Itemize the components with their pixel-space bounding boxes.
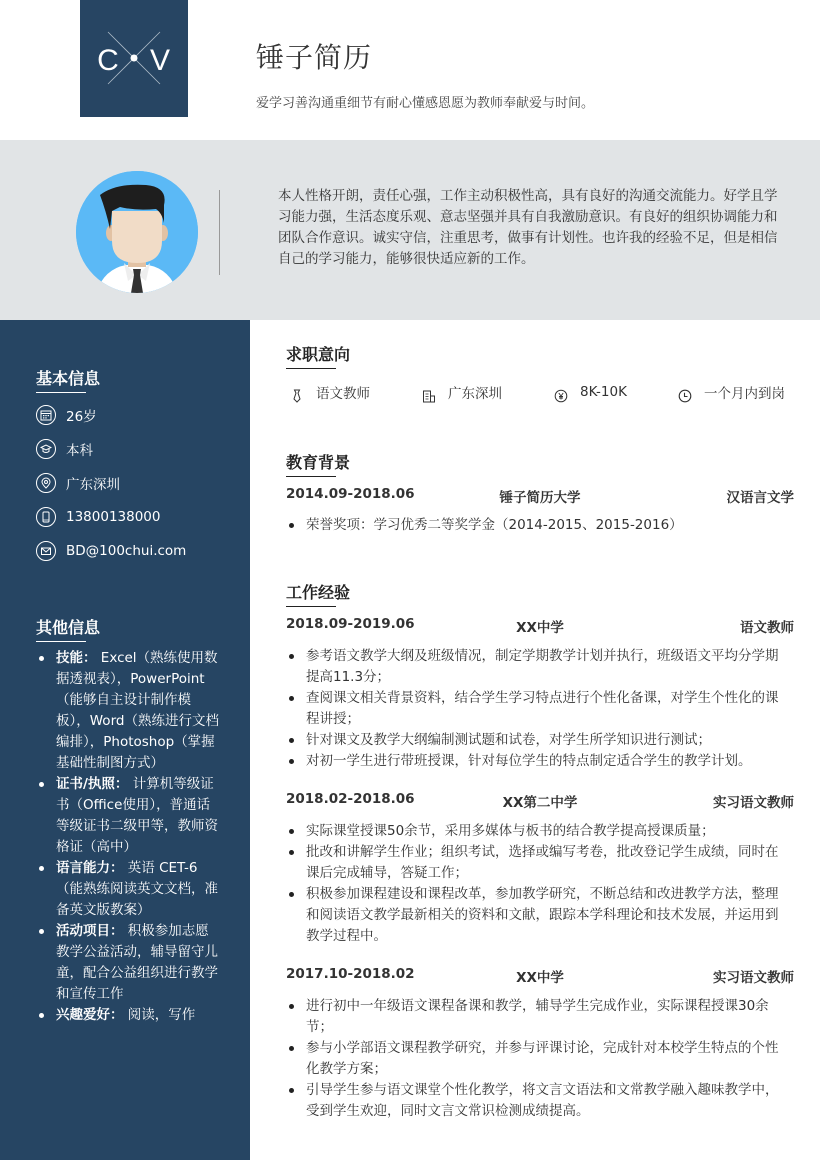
certificates-label: 证书/执照： <box>56 776 129 792</box>
other-info-certificates <box>36 774 221 858</box>
work-bullet: 参与小学部语文课程教学研究，并参与评课讨论，完成针对本校学生特点的个性化教学方案； <box>286 1038 791 1080</box>
phone-icon <box>36 507 56 527</box>
languages-label: 语言能力： <box>56 860 124 876</box>
education-entry-header <box>286 486 794 506</box>
work-bullet: 实际课堂授课50余节，采用多媒体与板书的结合教学提高授课质量； <box>286 821 791 842</box>
other-info-list <box>36 648 221 1026</box>
self-introduction-text: 本人性格开朗，责任心强，工作主动积极性高，具有良好的沟通交流能力。好学且学习能力强，生活态度乐观、意志坚强并具有自我激励意识。有良好的组织协调能力和团队合作意识。诚实守信，注重思考，做事有计划性。也许我的经验不足，但是相信自己的学习能力，能够很快适应新的工作。 <box>278 188 778 267</box>
work-bullet: 查阅课文相关背景资料，结合学生学习特点进行个性化备课，对学生个性化的课程讲授； <box>286 688 791 730</box>
intent-position <box>290 381 370 403</box>
work-title: 工作经验 <box>286 580 350 603</box>
svg-text:C: C <box>97 44 119 77</box>
intent-salary <box>554 381 627 403</box>
basic-info-email <box>36 534 236 568</box>
work-2-org: XX第二中学 <box>502 795 578 811</box>
basic-info-age <box>36 398 236 432</box>
work-1-role: 语文教师 <box>740 620 794 636</box>
skills-label: 技能： <box>56 650 97 666</box>
work-bullet: 进行初中一年级语文课程备课和教学，辅导学生完成作业，实际课程授课30余节； <box>286 996 791 1038</box>
activities-label: 活动项目： <box>56 923 124 939</box>
work-entry-3-header <box>286 966 794 986</box>
intro-divider <box>219 190 220 275</box>
certificates-value: 计算机等级证书（Office使用），普通话等级证书二级甲等，教师资格证（高中） <box>56 776 218 855</box>
basic-info-degree <box>36 432 236 466</box>
other-info-hobbies <box>36 1005 221 1026</box>
work-3-role: 实习语文教师 <box>713 970 794 986</box>
email-value: BD@100chui.com <box>66 543 187 559</box>
candidate-tagline: 爱学习善沟通重细节有耐心懂感恩愿为教师奉献爱与时间。 <box>256 96 595 111</box>
mail-icon <box>36 541 56 561</box>
intent-availability-value: 一个月内到岗 <box>704 386 785 402</box>
work-bullet: 批改和讲解学生作业；组织考试，选择或编写考卷，批改登记学生成绩，同时在课后完成辅导，答疑工作； <box>286 842 791 884</box>
education-school: 锤子简历大学 <box>499 490 581 506</box>
intent-city <box>422 381 502 403</box>
education-major: 汉语言文学 <box>726 490 794 506</box>
activities-value: 积极参加志愿教学公益活动，辅导留守儿童，配合公益组织进行教学和宣传工作 <box>56 923 218 1002</box>
hobbies-value: 阅读，写作 <box>123 1007 196 1023</box>
basic-info-list <box>36 398 236 568</box>
education-title: 教育背景 <box>286 450 350 473</box>
work-bullet: 针对课文及教学大纲编制测试题和试卷，对学生所学知识进行测试； <box>286 730 791 751</box>
work-bullet: 参考语文教学大纲及班级情况，制定学期教学计划并执行，班级语文平均分学期提高11.3分； <box>286 646 791 688</box>
building-icon <box>422 389 436 403</box>
cv-logo <box>80 0 188 117</box>
work-3-org: XX中学 <box>516 970 564 986</box>
work-entry-2-header <box>286 791 794 811</box>
intent-city-value: 广东深圳 <box>448 386 502 402</box>
basic-info-phone <box>36 500 236 534</box>
location-value: 广东深圳 <box>66 477 120 493</box>
intent-position-value: 语文教师 <box>316 386 370 402</box>
skills-value: Excel（熟练使用数据透视表），PowerPoint（能够自主设计制作模板），Word（熟练进行文档编排），Photoshop（掌握基础性制图方式） <box>56 650 219 771</box>
work-3-dates: 2017.10-2018.02 <box>286 966 415 982</box>
work-bullet: 引导学生参与语文课堂个性化教学，将文言文语法和文常教学融入趣味教学中，受到学生欢迎，同时文言文常识检测成绩提高。 <box>286 1080 791 1122</box>
clock-icon <box>678 389 692 403</box>
other-info-languages <box>36 858 221 921</box>
languages-value: 英语 CET-6（能熟练阅读英文文档，准备英文版教案） <box>56 860 218 918</box>
job-intent-row <box>286 381 796 405</box>
candidate-name: 锤子简历 <box>256 41 373 74</box>
work-2-role: 实习语文教师 <box>713 795 794 811</box>
phone-value: 13800138000 <box>66 509 161 525</box>
work-bullet: 积极参加课程建设和课程改革，参加教学研究，不断总结和改进教学方法，整理和阅读语文教学最新相关的资料和文献，跟踪本学科理论和技术发展，并运用到教学过程中。 <box>286 884 791 947</box>
work-1-dates: 2018.09-2019.06 <box>286 616 415 632</box>
other-info-title: 其他信息 <box>36 615 100 638</box>
work-2-dates: 2018.02-2018.06 <box>286 791 415 807</box>
work-entry-1-header <box>286 616 794 636</box>
intent-availability <box>678 381 785 403</box>
tie-icon <box>290 389 304 403</box>
intent-salary-value: 8K-10K <box>580 384 627 400</box>
svg-text:V: V <box>149 44 171 77</box>
calendar-icon <box>36 405 56 425</box>
male-avatar-icon <box>76 171 198 293</box>
other-info-skills <box>36 648 221 774</box>
education-dates: 2014.09-2018.06 <box>286 486 415 502</box>
graduation-cap-icon <box>36 439 56 459</box>
work-3-bullets <box>286 996 791 1122</box>
age-value: 26岁 <box>66 409 97 425</box>
degree-value: 本科 <box>66 443 93 459</box>
education-bullet: 荣誉奖项：学习优秀二等奖学金（2014-2015、2015-2016） <box>286 515 791 536</box>
location-pin-icon <box>36 473 56 493</box>
basic-info-title: 基本信息 <box>36 366 100 389</box>
hobbies-label: 兴趣爱好： <box>56 1007 124 1023</box>
basic-info-location <box>36 466 236 500</box>
work-2-bullets <box>286 821 791 947</box>
work-1-bullets <box>286 646 791 772</box>
yen-icon <box>554 389 568 403</box>
other-info-activities <box>36 921 221 1005</box>
avatar <box>76 171 198 293</box>
work-bullet: 对初一学生进行带班授课，针对每位学生的特点制定适合学生的教学计划。 <box>286 751 791 772</box>
job-intent-title: 求职意向 <box>286 342 350 365</box>
resume-header <box>0 0 820 140</box>
cv-logo-icon <box>80 0 188 117</box>
education-bullets <box>286 515 791 536</box>
work-1-org: XX中学 <box>516 620 564 636</box>
